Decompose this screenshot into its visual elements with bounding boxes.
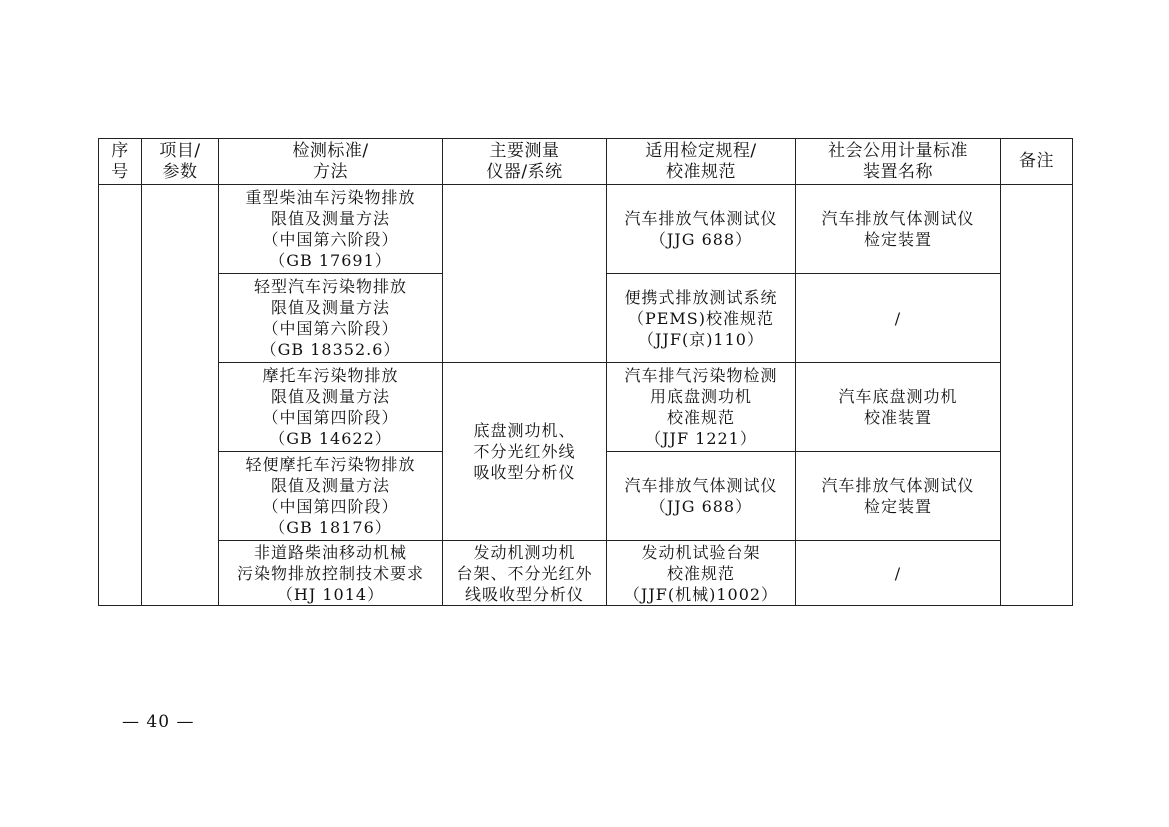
page-number: — 40 — — [122, 712, 195, 732]
header-item-parameter: 项目/ 参数 — [142, 139, 219, 185]
standard-cell: 摩托车污染物排放 限值及测量方法 （中国第四阶段） （GB 14622） — [219, 363, 443, 452]
standard-cell: 轻型汽车污染物排放 限值及测量方法 （中国第六阶段） （GB 18352.6） — [219, 274, 443, 363]
device-cell: 汽车底盘测功机 校准装置 — [796, 363, 1001, 452]
device-cell: 汽车排放气体测试仪 检定装置 — [796, 185, 1001, 274]
standards-table — [98, 138, 1073, 606]
regulation-cell: 汽车排放气体测试仪 （JJG 688） — [607, 185, 796, 274]
standard-cell: 非道路柴油移动机械 污染物排放控制技术要求 （HJ 1014） — [219, 541, 443, 606]
regulation-cell: 发动机试验台架 校准规范 （JJF(机械)1002） — [607, 541, 796, 606]
table-row — [99, 185, 1073, 274]
header-serial-number: 序 号 — [99, 139, 142, 185]
instrument-cell: 发动机测功机 台架、不分光红外 线吸收型分析仪 — [443, 541, 607, 606]
header-main-instrument: 主要测量 仪器/系统 — [443, 139, 607, 185]
regulation-cell: 汽车排气污染物检测 用底盘测功机 校准规范 （JJF 1221） — [607, 363, 796, 452]
standard-cell: 轻便摩托车污染物排放 限值及测量方法 （中国第四阶段） （GB 18176） — [219, 452, 443, 541]
header-remarks: 备注 — [1001, 139, 1073, 185]
device-cell: 汽车排放气体测试仪 检定装置 — [796, 452, 1001, 541]
table-row — [99, 541, 1073, 606]
regulation-cell: 便携式排放测试系统 （PEMS)校准规范 （JJF(京)110） — [607, 274, 796, 363]
header-measurement-standard-device: 社会公用计量标准 装置名称 — [796, 139, 1001, 185]
regulation-cell: 汽车排放气体测试仪 （JJG 688） — [607, 452, 796, 541]
header-test-standard-method: 检测标准/ 方法 — [219, 139, 443, 185]
table-header-row — [99, 139, 1073, 185]
device-cell: / — [796, 541, 1001, 606]
item-parameter-cell — [142, 185, 219, 606]
device-cell: / — [796, 274, 1001, 363]
instrument-cell — [443, 185, 607, 363]
instrument-cell: 底盘测功机、 不分光红外线 吸收型分析仪 — [443, 363, 607, 541]
standard-cell: 重型柴油车污染物排放 限值及测量方法 （中国第六阶段） （GB 17691） — [219, 185, 443, 274]
remarks-cell — [1001, 185, 1073, 606]
serial-number-cell — [99, 185, 142, 606]
header-regulation: 适用检定规程/ 校准规范 — [607, 139, 796, 185]
table-row — [99, 363, 1073, 452]
